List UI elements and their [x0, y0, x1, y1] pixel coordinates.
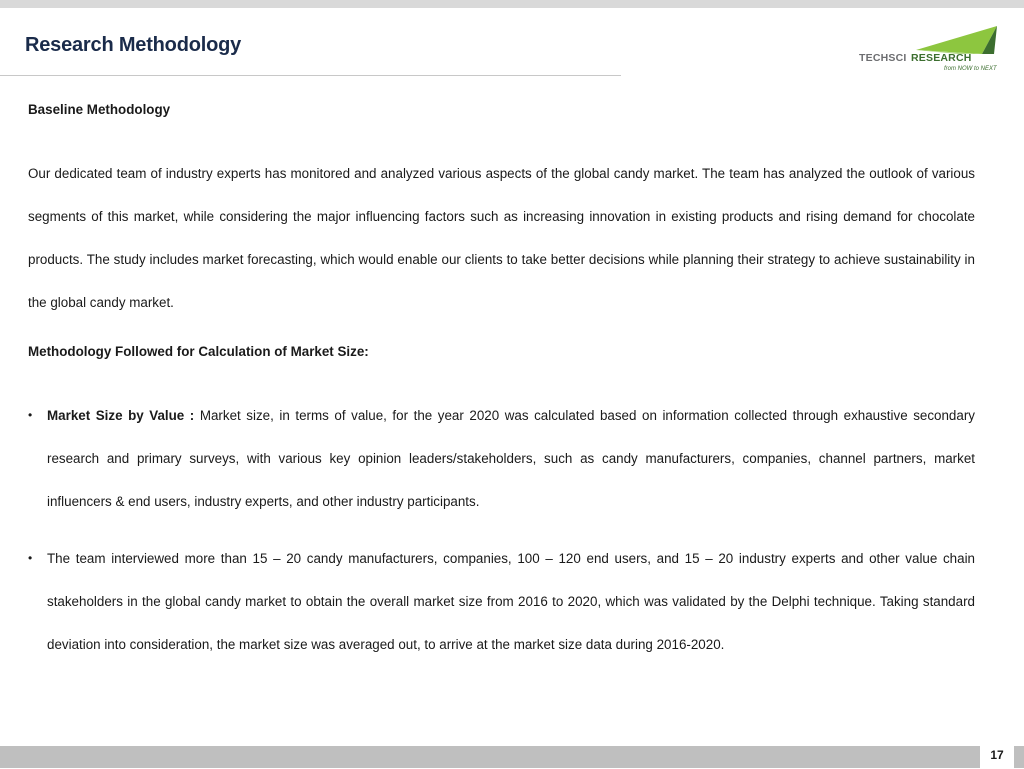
logo-graphic: [858, 24, 1000, 72]
bullet-icon: •: [28, 408, 33, 422]
bullet-lead: Market Size by Value :: [47, 408, 195, 423]
list-item: [28, 394, 975, 523]
title-divider: [0, 75, 621, 76]
bullet-text: Market size, in terms of value, for the year 2020 was calculated based on information collected through exhaustive secondary research and primary surveys, with various key opinion leaders/stakeholders, such as candy manufacturers, companies, channel partners, market influencers & end users, industry experts, and other industry participants.: [47, 408, 975, 509]
bullet-text: The team interviewed more than 15 – 20 candy manufacturers, companies, 100 – 120 end users, and 15 – 20 industry experts and other value chain stakeholders in the global candy market to obtain the overall market size from 2016 to 2020, which was validated by the Delphi technique. Taking standard deviation into consideration, the market size was averaged out, to arrive at the market size data during 2016-2020.: [47, 551, 975, 652]
bullet-icon: •: [28, 551, 33, 565]
techsci-logo: [858, 24, 1000, 72]
top-band: [0, 0, 1024, 8]
list-spacer: [28, 523, 975, 537]
svg-text:from NOW to NEXT: from NOW to NEXT: [944, 66, 997, 72]
svg-text:RESEARCH: RESEARCH: [911, 52, 972, 64]
page-number: 17: [980, 741, 1014, 768]
methodology-heading: Methodology Followed for Calculation of Market Size:: [28, 344, 369, 359]
svg-text:TECHSCI: TECHSCI: [859, 52, 907, 64]
baseline-paragraph: Our dedicated team of industry experts has monitored and analyzed various aspects of the global candy market. The team has analyzed the outlook of various segments of this market, while considering the major influencing factors such as increasing innovation in existing products and rising demand for chocolate products. The study includes market forecasting, which would enable our clients to take better decisions while planning their strategy to achieve sustainability in the global candy market.: [28, 166, 975, 310]
list-item: [28, 537, 975, 666]
main-content: [28, 96, 975, 666]
footer-band: [0, 746, 1024, 768]
baseline-heading: Baseline Methodology: [28, 102, 171, 117]
methodology-list: [28, 394, 975, 666]
page-title: Research Methodology: [25, 34, 242, 56]
